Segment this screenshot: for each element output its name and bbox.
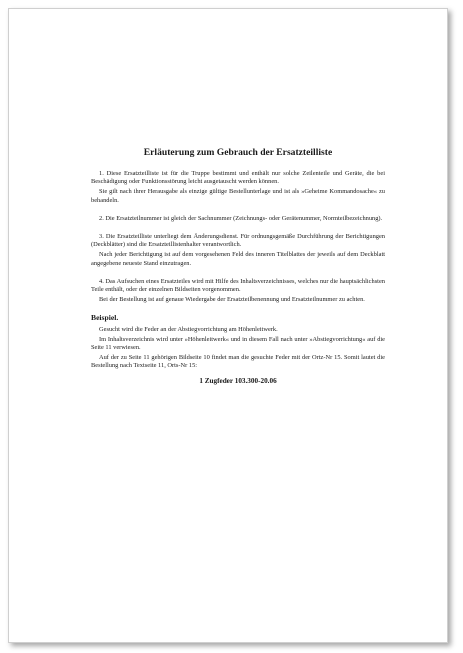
section-2-paragraph: 2. Die Ersatzteilnummer ist gleich der Sachnummer (Zeichnungs- oder Gerätenummer, Normteilbezeichnung). [99,214,383,222]
section-3-note: Nach jeder Berichtigung ist auf dem vorgesehenen Feld des inneren Titelblattes der jeweils auf dem Deckblatt angegebene neueste Stand einzutragen. [91,251,385,267]
example-paragraph-2: Im Inhaltsverzeichnis wird unter »Höhenleitwerk« und in diesem Fall nach unter »Abstiegvorrichtung« auf die Seite 11 verwiesen. [91,335,385,352]
example-paragraph-3: Auf der zu Seite 11 gehörigen Bildseite 10 findet man die gesuchte Feder mit der Ortz-Nr 15. Somit lautet die Bestellung nach Textseite 11, Orts-Nr 15: [91,354,385,370]
document-title: Erläuterung zum Gebrauch der Ersatzteilliste [143,147,333,158]
document-page [8,8,448,643]
section-4-paragraph: 4. Das Aufsuchen eines Ersatzteiles wird mit Hilfe des Inhaltsverzeichnisses, welches nur die hauptsächlichsten Teile enthält, oder der einzelnen Bildseiten vorgenommen. [91,277,385,294]
example-heading: Beispiel. [91,313,119,323]
section-1-paragraph: 1. Diese Ersatzteilliste ist für die Truppe bestimmt und enthält nur solche Zeilenteile und Geräte, die bei Beschädigung oder Funktionsstörung leicht ausgetauscht werden können. [91,170,385,186]
example-part-line: 1 Zugfeder 103.300-20.06 [199,376,277,385]
section-4-note: Bei der Bestellung ist auf genaue Wiedergabe der Ersatzteilbenennung und Ersatzteilnummer zu achten. [99,296,365,304]
section-1-note: Sie gilt nach ihrer Herausgabe als einzige gültige Bestellunterlage und ist als »Geheime Kommandosache« zu behandeln. [91,188,385,204]
document-content [91,147,385,385]
section-3-paragraph: 3. Die Ersatzteilliste unterliegt dem Änderungsdienst. Für ordnungsgemäße Durchführung der Berichtigungen (Deckblätter) sind die Ersatzteillistenhalter verantwortlich. [91,233,385,249]
example-paragraph-1: Gesucht wird die Feder an der Abstiegvorrichtung am Höhenleitwerk. [99,325,278,333]
